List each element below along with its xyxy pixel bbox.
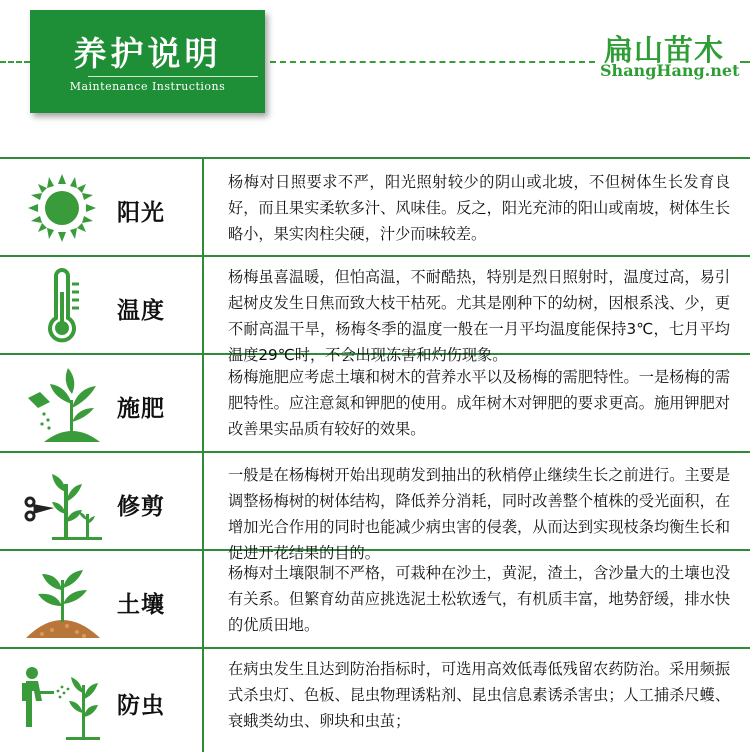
header <box>0 0 750 150</box>
dashed-divider-left <box>0 61 30 63</box>
care-row-header <box>0 551 204 647</box>
care-row-sunlight <box>0 159 750 257</box>
care-row-header <box>0 355 204 451</box>
care-table <box>0 157 750 752</box>
care-row-label: 阳光 <box>117 199 165 226</box>
care-row-pruning <box>0 453 750 562</box>
page-subtitle: Maintenance Instructions <box>69 80 226 93</box>
care-row-header <box>0 257 204 353</box>
pest-control-icon <box>22 661 102 741</box>
care-row-header <box>0 159 204 255</box>
care-row-header <box>0 453 204 549</box>
care-row-text: 杨梅施肥应考虑土壤和树木的营养水平以及杨梅的需肥特性。一是杨梅的需肥特性。应注意氮和钾肥的使用。成年树木对钾肥的要求更高。施用钾肥对改善果实品质有较好的效果。 <box>228 368 730 438</box>
brand-name-cn: 扁山苗木 <box>604 33 725 67</box>
care-row-header <box>0 649 204 752</box>
care-row-label: 温度 <box>117 297 165 324</box>
dashed-divider-middle <box>270 61 595 63</box>
care-row-label: 施肥 <box>117 395 165 422</box>
care-row-text: 杨梅虽喜温暖，但怕高温，不耐酷热，特别是烈日照射时，温度过高，易引起树皮发生日焦而致大枝干枯死。尤其是刚种下的幼树，因根系浅、少，更不耐高温干旱，杨梅冬季的温度一般在一月平均温度能保持3℃，七月平均温度29℃时，不会出现冻害和灼伤现象。 <box>228 268 730 364</box>
title-banner <box>30 10 265 113</box>
brand-name-en: ShangHang.net <box>600 61 740 80</box>
care-row-temperature <box>0 257 750 364</box>
thermometer-icon <box>22 266 102 346</box>
care-row-label: 修剪 <box>117 493 165 520</box>
sun-icon <box>22 168 102 248</box>
brand-logo <box>598 28 744 84</box>
care-row-label: 防虫 <box>117 692 165 719</box>
care-row-fertilizing <box>0 355 750 453</box>
care-row-text: 杨梅对日照要求不严，阳光照射较少的阴山或北坡，不但树体生长发育良好，而且果实柔软多汁、风味佳。反之，阳光充沛的阳山或南坡，树体生长略小，果实肉柱尖硬，汁少而味较差。 <box>228 173 730 243</box>
care-row-text: 杨梅对土壤限制不严格，可栽种在沙土，黄泥，渣土，含沙量大的土壤也没有关系。但繁育幼苗应挑选泥土松软透气，有机质丰富，地势舒缓，排水快的优质田地。 <box>228 564 730 634</box>
care-row-text: 一般是在杨梅树开始出现萌发到抽出的秋梢停止继续生长之前进行。主要是调整杨梅树的树体结构，降低养分消耗，同时改善整个植株的受光面积，在增加光合作用的同时也能减少病虫害的侵袭，从而达到实现枝条均衡生长和促进开花结果的目的。 <box>228 466 730 562</box>
care-row-pest-control <box>0 649 750 752</box>
page-title: 养护说明 <box>73 34 222 73</box>
title-rule <box>88 76 258 77</box>
care-row-label: 土壤 <box>117 591 165 618</box>
care-row-text: 在病虫发生且达到防治指标时，可选用高效低毒低残留农药防治。采用频振式杀虫灯、色板、昆虫物理诱粘剂、昆虫信息素诱杀害虫；人工捕杀尺蠖、衰蛾类幼虫、卵块和虫茧； <box>228 660 730 730</box>
pruning-icon <box>22 462 102 542</box>
fertilizer-icon <box>22 364 102 444</box>
care-row-soil <box>0 551 750 649</box>
soil-icon <box>22 560 102 640</box>
